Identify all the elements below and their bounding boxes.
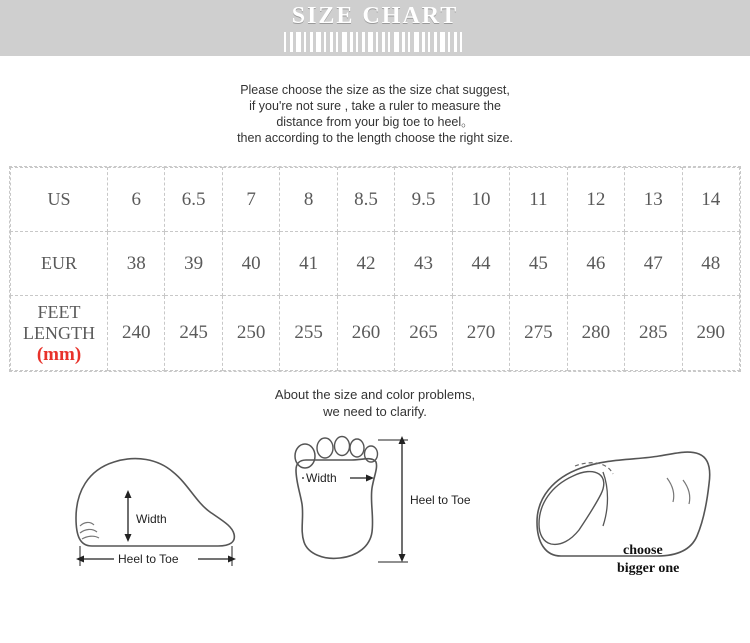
shoe-fit-note-line-2: bigger one	[617, 561, 680, 576]
table-cell: 8	[280, 168, 337, 232]
table-cell: 10	[452, 168, 509, 232]
row-label-eur: EUR	[11, 232, 108, 296]
side-foot-width-label: Width	[136, 512, 167, 526]
top-foot-length-label: Heel to Toe	[409, 493, 470, 507]
table-cell: 240	[108, 296, 165, 371]
top-foot-width-label: Width	[305, 471, 337, 485]
page-title: SIZE CHART	[291, 3, 459, 29]
side-foot-length-label: Heel to Toe	[118, 552, 179, 566]
size-chart-table-wrapper	[9, 166, 741, 372]
table-cell: 255	[280, 296, 337, 371]
top-foot-diagram	[278, 426, 488, 581]
shoe-fit-diagram	[517, 426, 732, 581]
table-cell: 42	[337, 232, 394, 296]
row-label-us: US	[11, 168, 108, 232]
table-cell: 44	[452, 232, 509, 296]
row-label-feet-length-text: FEET LENGTH	[23, 301, 95, 343]
table-cell: 290	[682, 296, 739, 371]
table-cell: 285	[625, 296, 682, 371]
header-banner	[0, 0, 750, 56]
table-cell: 250	[222, 296, 279, 371]
table-cell: 6.5	[165, 168, 222, 232]
diagram-row	[0, 426, 750, 581]
table-cell: 245	[165, 296, 222, 371]
table-cell: 14	[682, 168, 739, 232]
side-foot-diagram	[18, 426, 248, 581]
table-cell: 45	[510, 232, 567, 296]
intro-line-3: distance from your big toe to heel。	[276, 115, 474, 129]
table-cell: 275	[510, 296, 567, 371]
table-cell: 39	[165, 232, 222, 296]
table-cell: 48	[682, 232, 739, 296]
table-cell: 270	[452, 296, 509, 371]
about-line-1: About the size and color problems,	[274, 387, 476, 402]
table-cell: 38	[108, 232, 165, 296]
about-text	[0, 386, 750, 420]
table-cell: 13	[625, 168, 682, 232]
table-cell: 9.5	[395, 168, 452, 232]
table-cell: 6	[108, 168, 165, 232]
table-cell: 280	[567, 296, 624, 371]
table-cell: 40	[222, 232, 279, 296]
size-chart-table	[10, 167, 740, 371]
table-cell: 46	[567, 232, 624, 296]
intro-line-4: then according to the length choose the right size.	[237, 131, 513, 145]
shoe-fit-note-line-1: choose	[623, 543, 663, 558]
table-row	[11, 296, 740, 371]
intro-line-2: if you're not sure , take a ruler to measure the	[249, 99, 501, 113]
row-label-feet-length	[11, 296, 108, 371]
table-row	[11, 168, 740, 232]
table-cell: 41	[280, 232, 337, 296]
table-cell: 8.5	[337, 168, 394, 232]
barcode-icon	[284, 32, 466, 52]
table-cell: 260	[337, 296, 394, 371]
table-row	[11, 232, 740, 296]
table-cell: 7	[222, 168, 279, 232]
table-cell: 11	[510, 168, 567, 232]
table-cell: 265	[395, 296, 452, 371]
table-cell: 47	[625, 232, 682, 296]
intro-line-1: Please choose the size as the size chat suggest,	[240, 83, 510, 97]
row-label-feet-length-unit: (mm)	[36, 343, 82, 365]
intro-text	[0, 82, 750, 146]
table-cell: 43	[395, 232, 452, 296]
about-line-2: we need to clarify.	[323, 404, 427, 419]
table-cell: 12	[567, 168, 624, 232]
